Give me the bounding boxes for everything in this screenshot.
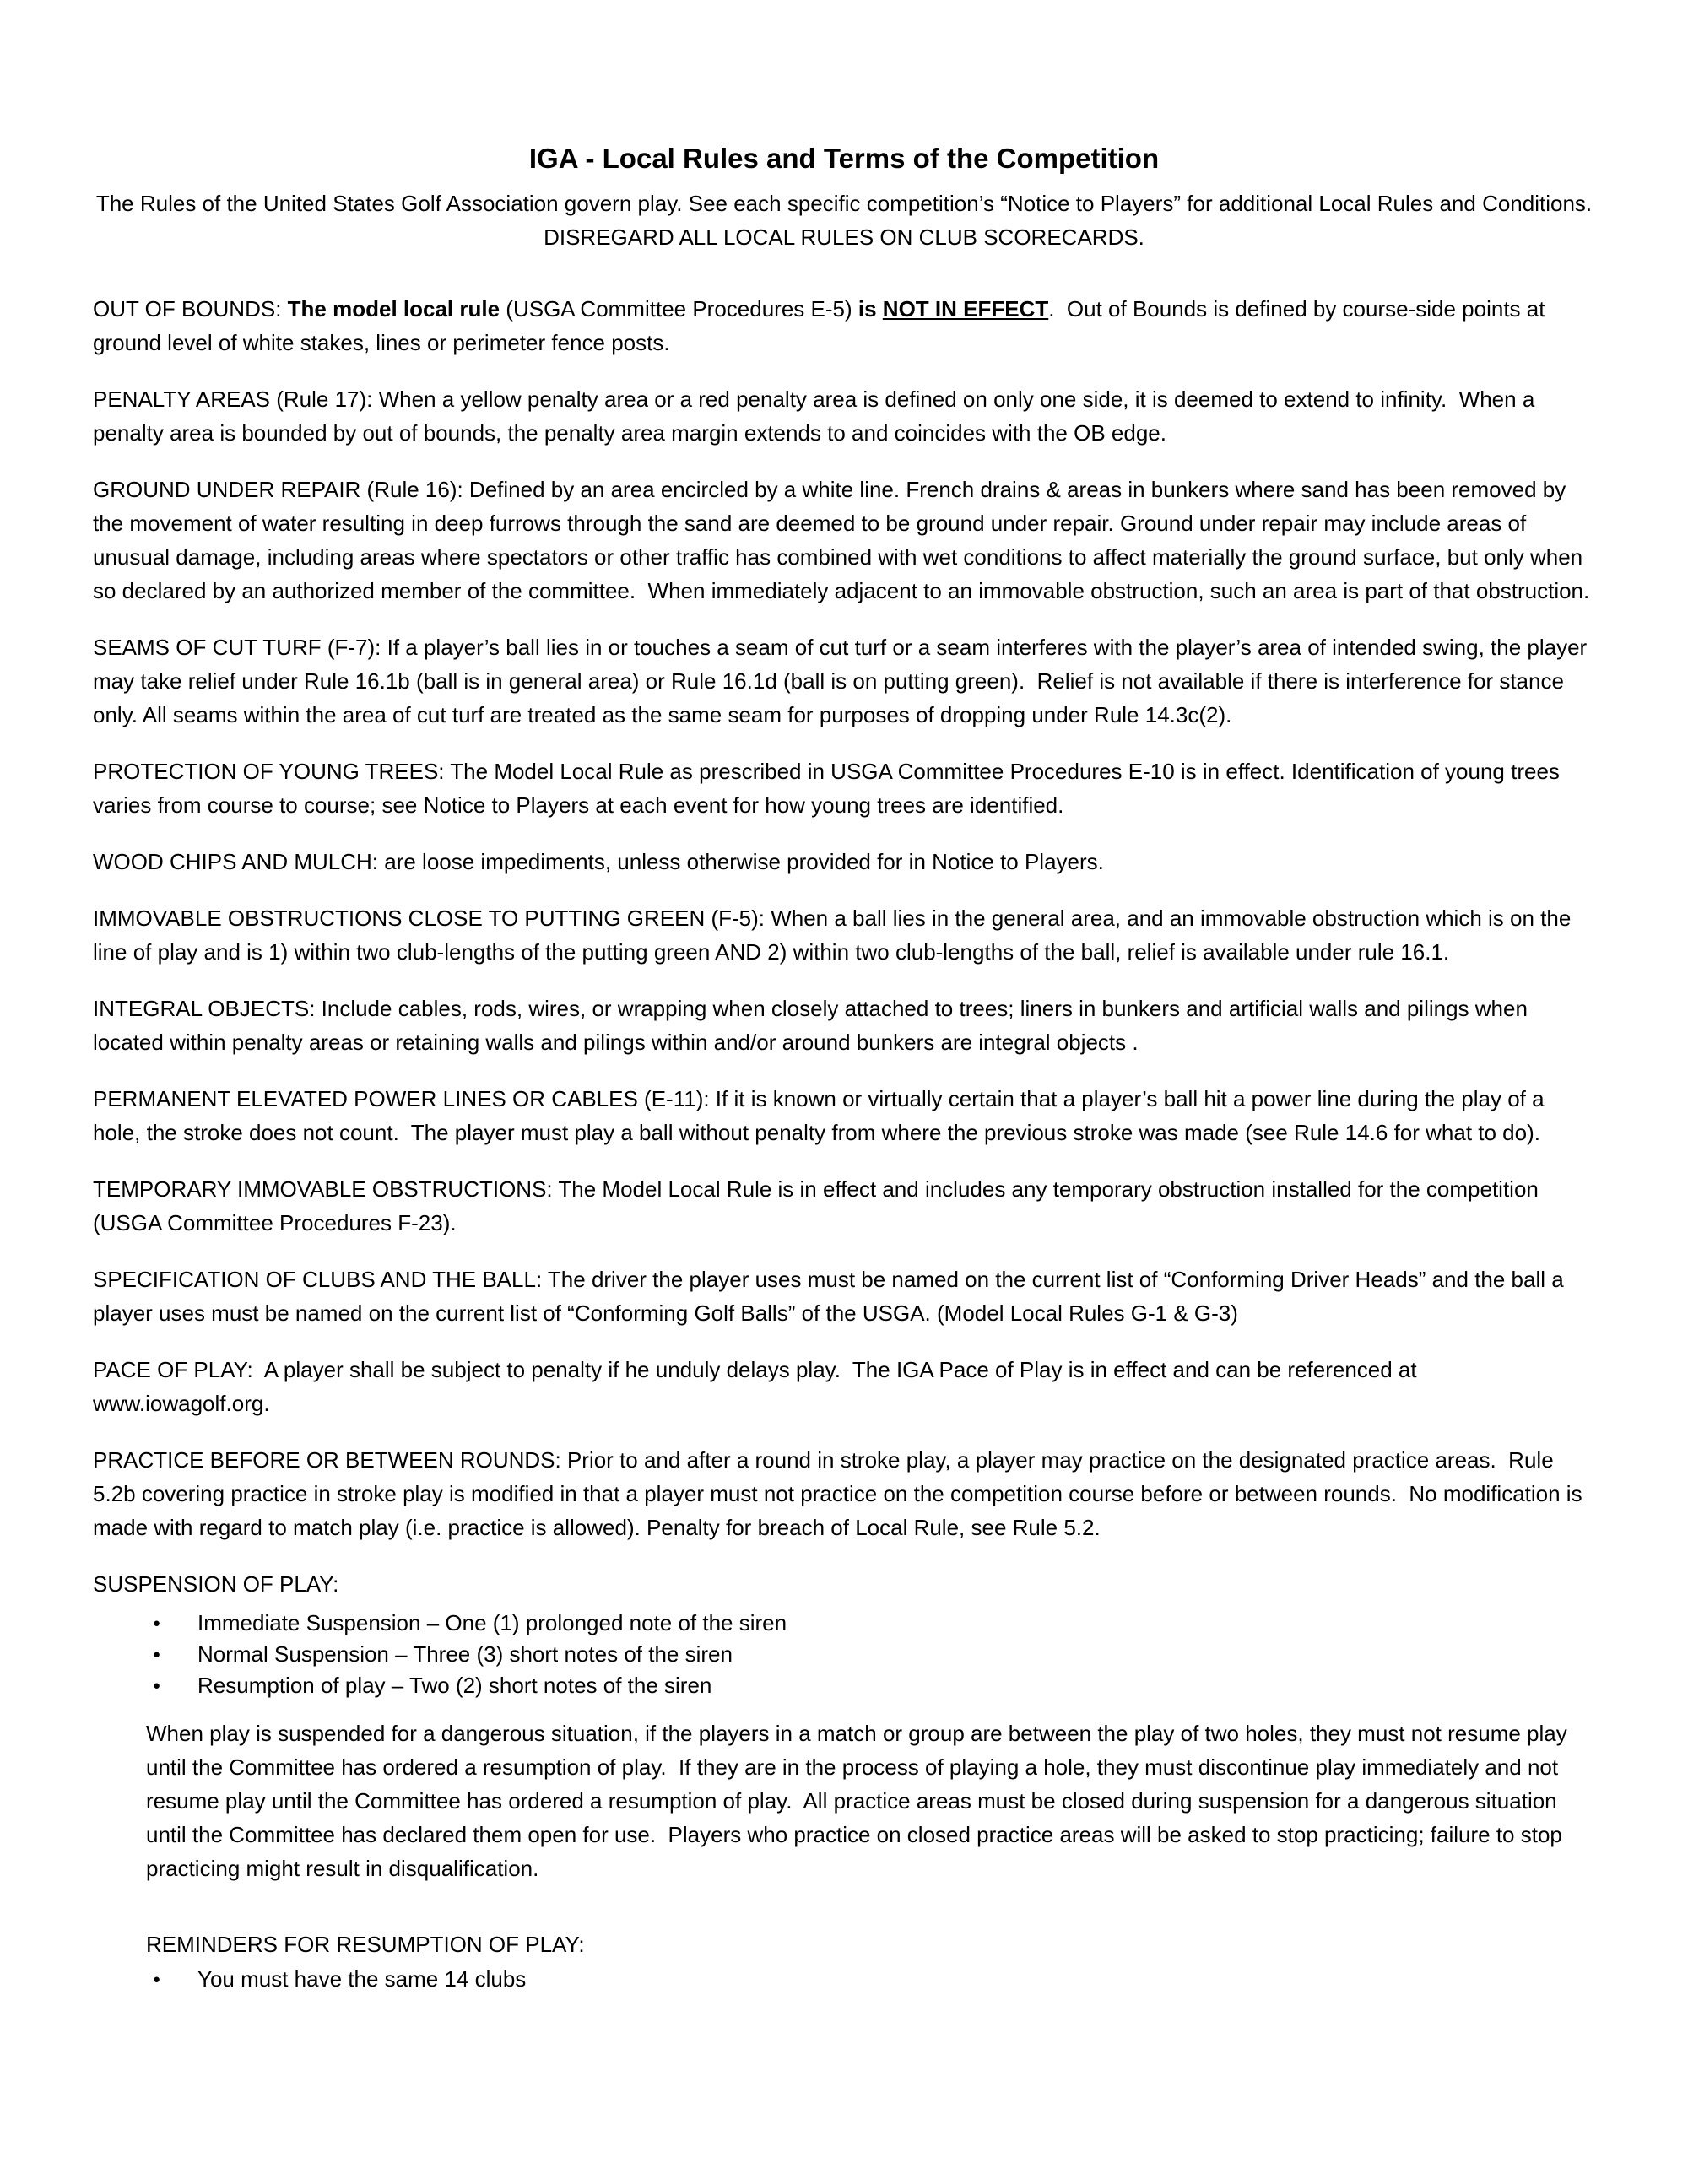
bullet-text-normal-suspension: ● Normal Suspension – Three (3) short notes of the siren [197, 1641, 733, 1667]
reminders-heading: REMINDERS FOR RESUMPTION OF PLAY: [146, 1932, 585, 1957]
paragraph-protection-of-young-trees: PROTECTION OF YOUNG TREES: The Model Local Rule as prescribed in USGA Committee Procedures E-10 is in effect. Identification of young trees varies from course to course; see Notice to Players at each event for how young trees are identified. [93, 759, 1566, 818]
paragraph-practice-before-or-between-rounds: PRACTICE BEFORE OR BETWEEN ROUNDS: Prior to and after a round in stroke play, a player may practice on the designated practice areas. Rule 5.2b covering practice in stroke play is modified in that a player must not practice on the competition course before or between rounds. No modification is made with regard to match play (i.e. practice is allowed). Penalty for breach of Local Rule, see Rule 5.2. [93, 1447, 1588, 1540]
paragraph-suspension-details: When play is suspended for a dangerous situation, if the players in a match or group are between the play of two holes, they must not resume play until the Committee has ordered a resumption of play. If they are in the process of playing a hole, they must discontinue play immediately and not resume play until the Committee has ordered a resumption of play. All practice areas must be closed during suspension for a dangerous situation until the Committee has declared them open for use. Players who practice on closed practice areas will be asked to stop practicing; failure to stop practicing might result in disqualification. [146, 1721, 1573, 1881]
disregard-line: DISREGARD ALL LOCAL RULES ON CLUB SCORECARDS. [544, 224, 1144, 250]
paragraph-wood-chips-and-mulch: WOOD CHIPS AND MULCH: are loose impediments, unless otherwise provided for in Notice to Players. [93, 849, 1104, 874]
out-of-bounds-prefix: OUT OF BOUNDS: [93, 296, 288, 322]
page-title: IGA - Local Rules and Terms of the Competition [528, 143, 1160, 174]
paragraph-temporary-immovable-obstructions: TEMPORARY IMMOVABLE OBSTRUCTIONS: The Model Local Rule is in effect and includes any temporary obstruction installed for the competition (USGA Committee Procedures F-23). [93, 1176, 1545, 1235]
paragraph-immovable-obstructions: IMMOVABLE OBSTRUCTIONS CLOSE TO PUTTING GREEN (F-5): When a ball lies in the general area, and an immovable obstruction which is on the line of play and is 1) within two club-lengths of the putting green AND 2) within two club-lengths of the ball, relief is available under rule 16.1. [93, 905, 1577, 965]
bullet-text-resumption-of-play: ● Resumption of play – Two (2) short notes of the siren [197, 1673, 712, 1698]
out-of-bounds-bold-is: is [858, 296, 883, 322]
paragraph-permanent-elevated-power-lines: PERMANENT ELEVATED POWER LINES OR CABLES (E-11): If it is known or virtually certain that a player’s ball hit a power line during the play of a hole, the stroke does not count. The player must play a ball without penalty from where the previous stroke was made (see Rule 14.6 for what to do). [93, 1086, 1550, 1145]
paragraph-integral-objects: INTEGRAL OBJECTS: Include cables, rods, wires, or wrapping when closely attached to trees; liners in bunkers and artificial walls and pilings when located within penalty areas or retaining walls and pilings within and/or around bunkers are integral objects . [93, 996, 1534, 1055]
out-of-bounds-mid: (USGA Committee Procedures E-5) [500, 296, 858, 322]
out-of-bounds-suffix: . Out of Bounds is defined by course-side points at ground level of white stakes, lines or perimeter fence posts. [93, 296, 1551, 355]
list-item [153, 1608, 1595, 1639]
out-of-bounds-not-in-effect: NOT IN EFFECT [882, 296, 1049, 322]
reminders-bullet-list [93, 1964, 1595, 1995]
paragraph-out-of-bounds [93, 292, 1595, 359]
list-item [153, 1639, 1595, 1670]
paragraph-specification-of-clubs-and-ball: SPECIFICATION OF CLUBS AND THE BALL: The driver the player uses must be named on the current list of “Conforming Driver Heads” and the ball a player uses must be named on the current list of “Conforming Golf Balls” of the USGA. (Model Local Rules G-1 & G-3) [93, 1267, 1570, 1326]
bullet-text-same-14-clubs: ● You must have the same 14 clubs [197, 1966, 527, 1992]
paragraph-ground-under-repair: GROUND UNDER REPAIR (Rule 16): Defined by an area encircled by a white line. French drains & areas in bunkers where sand has been removed by the movement of water resulting in deep furrows through the sand are deemed to be ground under repair. Ground under repair may include areas of unusual damage, including areas where spectators or other traffic has combined with wet conditions to affect materially the ground surface, but only when so declared by an authorized member of the committee. When immediately adjacent to an immovable obstruction, such an area is part of that obstruction. [93, 477, 1590, 603]
list-item [153, 1964, 1595, 1995]
out-of-bounds-bold-rule: The model local rule [287, 296, 500, 322]
suspension-of-play-heading: SUSPENSION OF PLAY: [93, 1571, 339, 1597]
list-item [153, 1670, 1595, 1701]
paragraph-pace-of-play: PACE OF PLAY: A player shall be subject to penalty if he unduly delays play. The IGA Pace of Play is in effect and can be referenced at www.iowagolf.org. [93, 1357, 1423, 1416]
paragraph-seams-of-cut-turf: SEAMS OF CUT TURF (F-7): If a player’s ball lies in or touches a seam of cut turf or a seam interferes with the player’s area of intended swing, the player may take relief under Rule 16.1b (ball is in general area) or Rule 16.1d (ball is on putting green). Relief is not available if there is interference for stance only. All seams within the area of cut turf are treated as the same seam for purposes of dropping under Rule 14.3c(2). [93, 635, 1593, 727]
subtitle: The Rules of the United States Golf Association govern play. See each specific competition’s “Notice to Players” for additional Local Rules and Conditions. [95, 191, 1593, 216]
suspension-bullet-list [93, 1608, 1595, 1701]
paragraph-penalty-areas: PENALTY AREAS (Rule 17): When a yellow penalty area or a red penalty area is defined on only one side, it is deemed to extend to infinity. When a penalty area is bounded by out of bounds, the penalty area margin extends to and coincides with the OB edge. [93, 387, 1541, 446]
bullet-text-immediate-suspension: ● Immediate Suspension – One (1) prolonged note of the siren [197, 1610, 787, 1635]
